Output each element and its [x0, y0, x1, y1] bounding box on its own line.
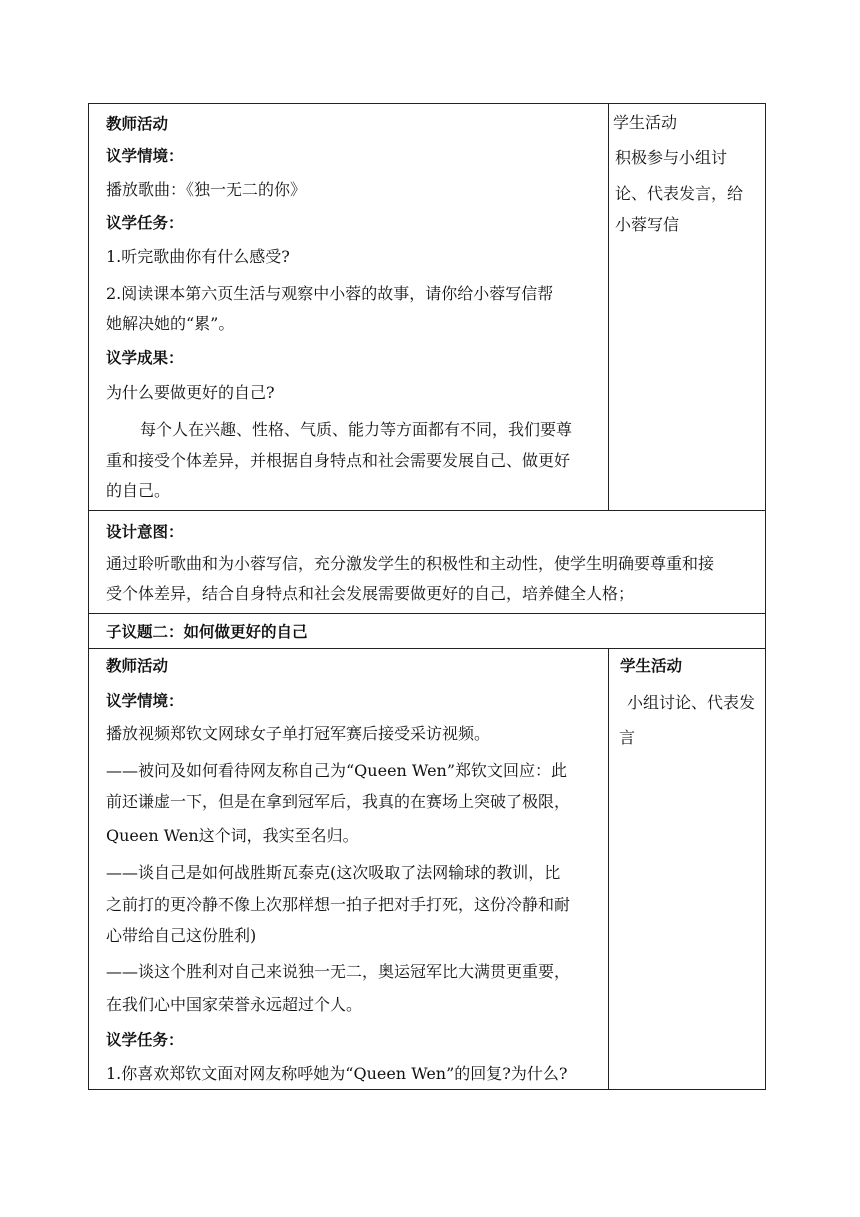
result-paragraph-line: 重和接受个体差异，并根据自身特点和社会需要发展自己、做更好 [106, 451, 571, 470]
design-intent-heading: 设计意图： [106, 523, 184, 541]
situation-heading: 议学情境： [106, 692, 184, 710]
result-paragraph-line: 的自己。 [106, 481, 171, 500]
row-divider [88, 613, 766, 614]
task-item: 2.阅读课本第六页生活与观察中小蓉的故事，请你给小蓉写信帮 [106, 284, 554, 303]
student-activity-text: 小组讨论、代表发 [627, 693, 756, 712]
teacher-activity-heading: 教师活动 [106, 115, 169, 133]
result-heading: 议学成果： [106, 349, 184, 367]
student-activity-text: 积极参与小组讨 [615, 148, 728, 167]
quote-line: ——谈这个胜利对自己来说独一无二，奥运冠军比大满贯更重要， [106, 962, 571, 981]
row-divider [88, 648, 766, 649]
task-item-continued: 她解决她的“累”。 [106, 314, 235, 333]
quote-line: 之前打的更冷静不像上次那样想一拍子把对手打死，这份冷静和耐 [106, 895, 571, 914]
quote-line: 心带给自己这份胜利) [106, 926, 257, 945]
subtopic-title: 子议题二：如何做更好的自己 [106, 623, 308, 641]
design-intent-text: 通过聆听歌曲和为小蓉写信，充分激发学生的积极性和主动性，使学生明确要尊重和接 [106, 554, 715, 573]
teacher-activity-heading: 教师活动 [106, 657, 169, 675]
quote-line: Queen Wen这个词，我实至名归。 [106, 826, 359, 845]
quote-line: ——被问及如何看待网友称自己为“Queen Wen”郑钦文回应：此 [106, 761, 568, 780]
task-item: 1.你喜欢郑钦文面对网友称呼她为“Queen Wen”的回复?为什么? [106, 1064, 568, 1083]
column-divider [608, 648, 609, 1089]
situation-heading: 议学情境： [106, 147, 184, 165]
result-question: 为什么要做更好的自己? [106, 383, 275, 402]
task-item: 1.听完歌曲你有什么感受? [106, 247, 290, 266]
student-activity-text: 言 [619, 728, 636, 747]
column-divider [608, 103, 609, 510]
task-heading: 议学任务： [106, 1031, 184, 1049]
task-heading: 议学任务： [106, 214, 184, 232]
quote-line: 在我们心中国家荣誉永远超过个人。 [106, 995, 363, 1014]
student-activity-heading: 学生活动 [620, 657, 683, 675]
student-activity-text: 小蓉写信 [615, 215, 680, 234]
situation-text: 播放视频郑钦文网球女子单打冠军赛后接受采访视频。 [106, 724, 491, 743]
situation-text: 播放歌曲：《独一无二的你》 [106, 180, 307, 199]
student-activity-text: 论、代表发言，给 [615, 184, 744, 203]
quote-line: 前还谦虚一下，但是在拿到冠军后，我真的在赛场上突破了极限， [106, 792, 571, 811]
row-divider [88, 510, 766, 511]
result-paragraph-line: 每个人在兴趣、性格、气质、能力等方面都有不同，我们要尊 [140, 420, 573, 439]
student-activity-heading: 学生活动 [613, 113, 678, 132]
design-intent-text: 受个体差异，结合自身特点和社会发展需要做更好的自己，培养健全人格； [106, 584, 635, 603]
quote-line: ——谈自己是如何战胜斯瓦泰克(这次吸取了法网输球的教训，比 [106, 863, 561, 882]
